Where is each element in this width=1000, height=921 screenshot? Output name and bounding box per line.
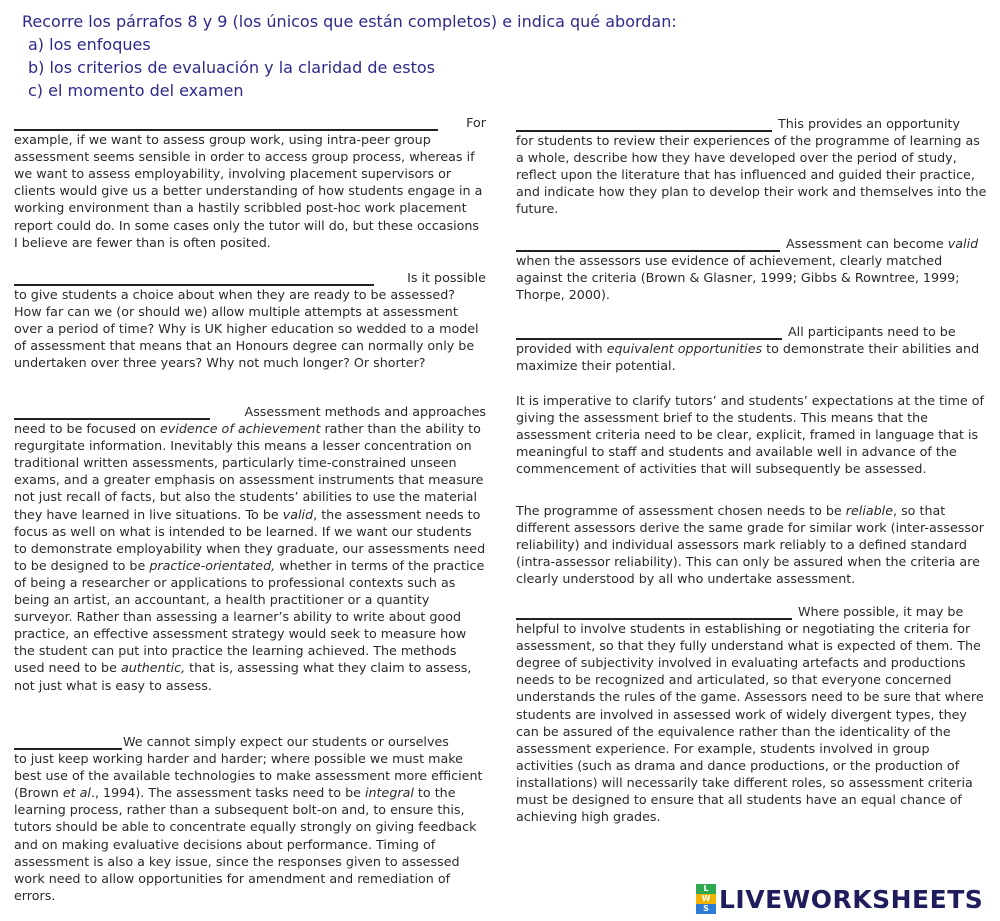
paragraph-lead: This provides an opportunity xyxy=(778,116,961,131)
paragraph-lead: For xyxy=(466,115,486,130)
paragraph-text: It is imperative to clarify tutors’ and students’ expectations at the time of giving the assessment brief to the students. This means that the assessment criteria need to be clear, explicit, framed in language that is meaningful to staff and students and available well in advance of the commencement of activities that will subsequently be assessed. xyxy=(516,393,984,477)
logo-text: LIVEWORKSHEETS xyxy=(719,884,984,914)
logo-mark-icon xyxy=(696,884,716,914)
answer-blank-4[interactable] xyxy=(14,737,122,750)
paragraph-text: helpful to involve students in establishing or negotiating the criteria for assessment, so that they fully understand what is expected of them. The degree of subjectivity involved in evaluating artefacts and productions needs to be recognized and articulated, so that everyone concerned understands the rules of the game. Assessors need to be sure that where students are involved in assessed work of widely divergent types, they can be assured of the equivalence rather than the identicality of the assessment experience. For example, students involved in group activities (such as drama and dance productions, or the production of installations) will necessarily take different roles, so assessment criteria must be designed to ensure that all students have an equal chance of achieving high grades. xyxy=(516,621,984,825)
instruction-option-b: b) los criterios de evaluación y la claridad de estos xyxy=(28,58,435,77)
paragraph-text: need to be focused on evidence of achievement rather than the ability to regurgitate information. Inevitably this means a lesser concentration on traditional written assessments, particularly time-constrained unseen exams, and a greater emphasis on assessment instruments that measure not just recall of facts, but also the students’ abilities to use the material they have learned in live situations. To be valid, the assessment needs to focus as well on what is intended to be learned. If we want our students to demonstrate employability when they graduate, our assessments need to be designed to be practice-orientated, whether in terms of the practice of being a researcher or applications to professional contexts such as being an artist, an accountant, a health practitioner or a quantity surveyor. Rather than assessing a learner’s ability to write about good practice, an effective assessment strategy would seek to measure how the student can put into practice the learning achieved. The methods used need to be authentic, that is, assessing what they claim to assess, not just what is easy to assess. xyxy=(14,421,486,693)
paragraph-text: to give students a choice about when they are ready to be assessed? How far can we (or should we) allow multiple attempts at assessment over a period of time? Why is UK higher education so wedded to a model of assessment that means that an Honours degree can normally only be undertaken over three years? Why not much longer? Or shorter? xyxy=(14,287,479,371)
instruction-option-a: a) los enfoques xyxy=(28,35,151,54)
right-paragraph-2 xyxy=(516,235,990,303)
answer-blank-2[interactable] xyxy=(14,273,374,286)
paragraph-lead: Where possible, it may be xyxy=(798,604,964,619)
liveworksheets-logo xyxy=(696,882,983,916)
answer-blank-6[interactable] xyxy=(516,239,780,252)
left-paragraph-1 xyxy=(14,114,486,251)
logo-mark-letter: S xyxy=(696,904,716,914)
instructions xyxy=(22,10,982,102)
right-paragraph-1 xyxy=(516,115,990,218)
instructions-title: Recorre los párrafos 8 y 9 (los únicos que están completos) e indica qué abordan: xyxy=(22,12,677,31)
answer-blank-7[interactable] xyxy=(516,327,782,340)
instruction-option-c: c) el momento del examen xyxy=(28,81,244,100)
answer-blank-1[interactable] xyxy=(14,118,438,131)
paragraph-text: for students to review their experiences of the programme of learning as a whole, describe how they have developed over the period of study, reflect upon the literature that has influenced and guided their practice, and indicate how they plan to develop their work and themselves into the future. xyxy=(516,133,987,217)
answer-blank-8[interactable] xyxy=(516,607,792,620)
right-paragraph-3 xyxy=(516,323,990,374)
right-paragraph-5 xyxy=(516,502,990,587)
logo-mark-letter: W xyxy=(696,894,716,904)
answer-blank-5[interactable] xyxy=(516,119,772,132)
paragraph-lead: Assessment can become valid xyxy=(786,236,979,251)
paragraph-lead: All participants need to be xyxy=(788,324,956,339)
paragraph-lead: Assessment methods and approaches xyxy=(244,404,486,419)
paragraph-text: when the assessors use evidence of achievement, clearly matched against the criteria (Brown & Glasner, 1999; Gibbs & Rowntree, 1999; Thorpe, 2000). xyxy=(516,253,960,303)
right-paragraph-4 xyxy=(516,392,990,477)
paragraph-text: The programme of assessment chosen needs to be reliable, so that different assessors derive the same grade for similar work (inter-assessor reliability) and individual assessors mark reliably to a defined standard (intra-assessor reliability). This can only be assured when the criteria are clearly understood by all who undertake assessment. xyxy=(516,503,984,587)
logo-mark-letter: L xyxy=(696,884,716,894)
paragraph-text: example, if we want to assess group work, using intra-peer group assessment seems sensible in order to access group process, whereas if we want to assess employability, involving placement supervisors or clients would give us a better understanding of how students engage in a working environment than a hastily scribbled post-hoc work placement report could do. In some cases only the tutor will do, but these occasions I believe are fewer than is often posited. xyxy=(14,132,483,250)
paragraph-lead: Is it possible xyxy=(407,270,486,285)
paragraph-lead: We cannot simply expect our students or ourselves xyxy=(123,734,449,749)
answer-blank-3[interactable] xyxy=(14,407,210,420)
right-paragraph-6 xyxy=(516,603,990,825)
left-paragraph-4 xyxy=(14,733,486,904)
paragraph-text: to just keep working harder and harder; where possible we must make best use of the available technologies to make assessment more efficient (Brown et al., 1994). The assessment tasks need to be integral to the learning process, rather than a subsequent bolt-on and, to ensure this, tutors should be able to concentrate equally strongly on giving feedback and on making evaluative decisions about performance. Timing of assessment is also a key issue, since the responses given to assessed work need to allow opportunities for amendment and remediation of errors. xyxy=(14,751,483,903)
left-paragraph-2 xyxy=(14,269,486,372)
left-paragraph-3 xyxy=(14,403,486,694)
paragraph-text: provided with equivalent opportunities to demonstrate their abilities and maximize their potential. xyxy=(516,341,980,374)
